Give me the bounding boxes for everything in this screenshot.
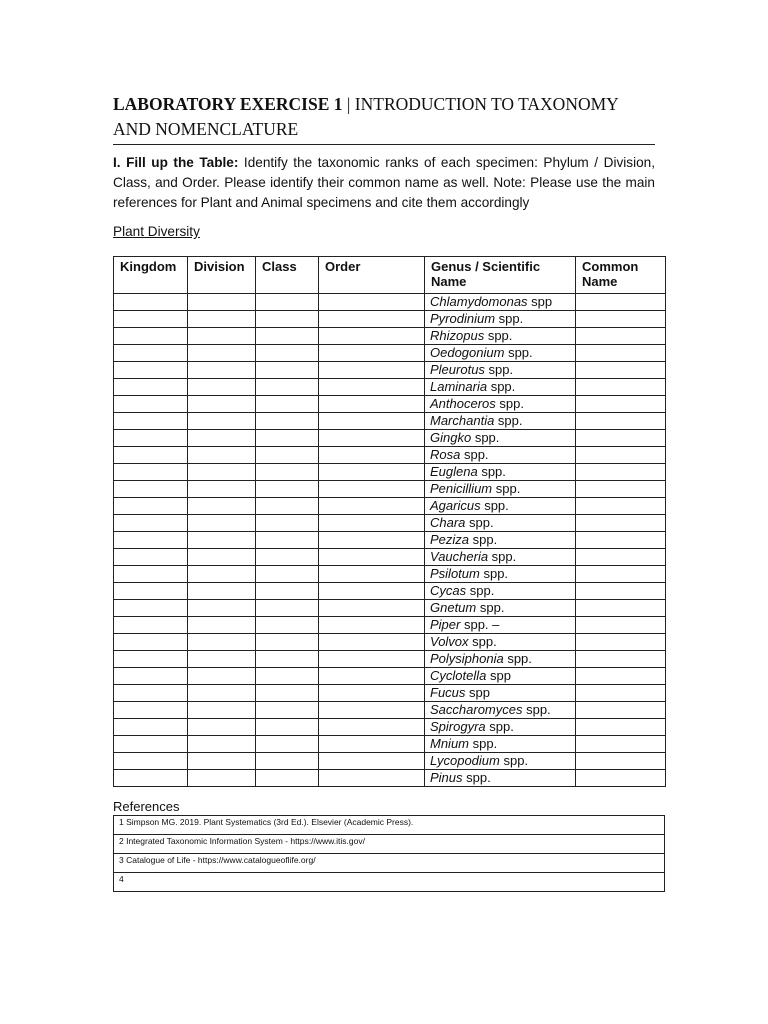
table-row (114, 311, 666, 328)
scientific-name-cell (425, 719, 576, 736)
empty-cell (319, 736, 425, 753)
species-suffix: spp. (479, 566, 509, 581)
empty-cell (256, 498, 319, 515)
empty-cell (319, 515, 425, 532)
empty-cell (188, 702, 256, 719)
reference-item: 2 Integrated Taxonomic Information System - https://www.itis.gov/ (114, 835, 665, 854)
empty-cell (319, 583, 425, 600)
reference-item: 3 Catalogue of Life - https://www.catalogueoflife.org/ (114, 854, 665, 873)
species-suffix: spp. (476, 600, 505, 615)
table-row (114, 362, 666, 379)
genus-name: Gnetum (430, 600, 477, 615)
empty-cell (256, 583, 319, 600)
table-row (114, 617, 666, 634)
empty-cell (114, 294, 188, 311)
empty-cell (256, 617, 319, 634)
empty-cell (319, 481, 425, 498)
table-row (114, 651, 666, 668)
empty-cell (319, 702, 425, 719)
reference-row (114, 835, 665, 854)
instructions-text: Identify the taxonomic ranks of each specimen: Phylum / Division, Class, and Order. Please identify their common name as well. Note: Please use the main references for Plant and Animal specimens and cite them accordingly (113, 155, 655, 210)
empty-cell (256, 702, 319, 719)
empty-cell (188, 668, 256, 685)
empty-cell (319, 379, 425, 396)
species-suffix: spp (486, 668, 511, 683)
table-row (114, 702, 666, 719)
genus-name: Mnium (430, 736, 470, 751)
species-suffix: spp. (468, 634, 497, 649)
empty-cell (319, 651, 425, 668)
genus-name: Vaucheria (430, 549, 489, 564)
column-header: Order (319, 257, 425, 294)
empty-cell (256, 396, 319, 413)
genus-name: Chlamydomonas (430, 294, 528, 309)
empty-cell (114, 566, 188, 583)
empty-cell (319, 294, 425, 311)
empty-cell (114, 430, 188, 447)
empty-cell (188, 634, 256, 651)
empty-cell (188, 651, 256, 668)
scientific-name-cell (425, 770, 576, 787)
scientific-name-cell (425, 379, 576, 396)
empty-cell (319, 668, 425, 685)
empty-cell (576, 736, 666, 753)
species-suffix: spp. (499, 753, 529, 768)
species-suffix: spp. (495, 311, 524, 326)
empty-cell (576, 379, 666, 396)
empty-cell (319, 600, 425, 617)
empty-cell (576, 345, 666, 362)
table-row (114, 345, 666, 362)
species-suffix: spp. (495, 396, 524, 411)
instructions-heading: I. Fill up the Table: (113, 155, 239, 170)
reference-row (114, 873, 665, 892)
genus-name: Volvox (430, 634, 469, 649)
references-table (113, 815, 665, 892)
species-suffix: spp. (465, 515, 494, 530)
table-row (114, 736, 666, 753)
scientific-name-cell (425, 600, 576, 617)
empty-cell (114, 770, 188, 787)
scientific-name-cell (425, 549, 576, 566)
empty-cell (319, 447, 425, 464)
table-row (114, 464, 666, 481)
empty-cell (256, 362, 319, 379)
empty-cell (114, 345, 188, 362)
empty-cell (319, 311, 425, 328)
empty-cell (114, 464, 188, 481)
table-row (114, 413, 666, 430)
empty-cell (114, 515, 188, 532)
genus-name: Piper (430, 617, 461, 632)
genus-name: Fucus (430, 685, 466, 700)
empty-cell (576, 328, 666, 345)
empty-cell (576, 719, 666, 736)
empty-cell (576, 413, 666, 430)
species-suffix: spp. (469, 736, 498, 751)
genus-name: Spirogyra (430, 719, 486, 734)
table-row (114, 668, 666, 685)
scientific-name-cell (425, 617, 576, 634)
scientific-name-cell (425, 396, 576, 413)
empty-cell (114, 702, 188, 719)
empty-cell (576, 668, 666, 685)
species-suffix: spp. (471, 430, 500, 445)
genus-name: Euglena (430, 464, 478, 479)
empty-cell (188, 753, 256, 770)
empty-cell (319, 413, 425, 430)
empty-cell (114, 719, 188, 736)
taxonomy-table (113, 256, 666, 787)
empty-cell (319, 770, 425, 787)
scientific-name-cell (425, 685, 576, 702)
empty-cell (319, 328, 425, 345)
empty-cell (114, 634, 188, 651)
empty-cell (576, 634, 666, 651)
exercise-title (113, 92, 655, 145)
column-header: Class (256, 257, 319, 294)
empty-cell (114, 413, 188, 430)
empty-cell (114, 600, 188, 617)
empty-cell (576, 770, 666, 787)
table-header-row (114, 257, 666, 294)
table-row (114, 396, 666, 413)
empty-cell (576, 515, 666, 532)
species-suffix: spp. (484, 328, 513, 343)
empty-cell (576, 430, 666, 447)
empty-cell (256, 600, 319, 617)
empty-cell (319, 464, 425, 481)
table-row (114, 532, 666, 549)
empty-cell (319, 430, 425, 447)
empty-cell (256, 328, 319, 345)
species-suffix: spp. (504, 345, 533, 360)
scientific-name-cell (425, 464, 576, 481)
table-row (114, 685, 666, 702)
empty-cell (188, 362, 256, 379)
genus-name: Agaricus (430, 498, 481, 513)
empty-cell (114, 753, 188, 770)
table-row (114, 481, 666, 498)
empty-cell (576, 617, 666, 634)
scientific-name-cell (425, 702, 576, 719)
species-suffix: spp. (466, 583, 495, 598)
empty-cell (319, 549, 425, 566)
empty-cell (188, 583, 256, 600)
empty-cell (576, 753, 666, 770)
empty-cell (256, 566, 319, 583)
empty-cell (188, 328, 256, 345)
exercise-title-rest: | INTRODUCTION TO TAXONOMY AND NOMENCLATURE (113, 94, 619, 139)
table-row (114, 770, 666, 787)
empty-cell (114, 532, 188, 549)
empty-cell (576, 362, 666, 379)
empty-cell (319, 345, 425, 362)
scientific-name-cell (425, 532, 576, 549)
empty-cell (256, 464, 319, 481)
scientific-name-cell (425, 413, 576, 430)
empty-cell (114, 362, 188, 379)
empty-cell (114, 651, 188, 668)
references-title: References (113, 799, 180, 814)
species-suffix: spp. (485, 719, 514, 734)
scientific-name-cell (425, 498, 576, 515)
scientific-name-cell (425, 481, 576, 498)
empty-cell (188, 617, 256, 634)
empty-cell (256, 430, 319, 447)
species-suffix: spp. (488, 549, 517, 564)
empty-cell (256, 651, 319, 668)
genus-name: Peziza (430, 532, 470, 547)
empty-cell (114, 583, 188, 600)
empty-cell (576, 464, 666, 481)
empty-cell (114, 549, 188, 566)
genus-name: Oedogonium (430, 345, 505, 360)
instructions (113, 153, 655, 213)
empty-cell (188, 515, 256, 532)
empty-cell (576, 294, 666, 311)
empty-cell (319, 719, 425, 736)
empty-cell (188, 498, 256, 515)
reference-item: 4 (114, 873, 665, 892)
genus-name: Saccharomyces (430, 702, 523, 717)
genus-name: Pleurotus (430, 362, 485, 377)
reference-item: 1 Simpson MG. 2019. Plant Systematics (3rd Ed.). Elsevier (Academic Press). (114, 816, 665, 835)
empty-cell (188, 447, 256, 464)
genus-name: Chara (430, 515, 466, 530)
column-header: Division (188, 257, 256, 294)
empty-cell (114, 447, 188, 464)
empty-cell (256, 549, 319, 566)
table-row (114, 753, 666, 770)
empty-cell (256, 515, 319, 532)
genus-name: Lycopodium (430, 753, 500, 768)
empty-cell (188, 566, 256, 583)
scientific-name-cell (425, 668, 576, 685)
species-suffix: spp. (480, 498, 509, 513)
genus-name: Penicillium (430, 481, 493, 496)
empty-cell (114, 328, 188, 345)
scientific-name-cell (425, 328, 576, 345)
empty-cell (576, 498, 666, 515)
species-suffix: spp (527, 294, 553, 309)
scientific-name-cell (425, 634, 576, 651)
table-row (114, 600, 666, 617)
species-suffix: spp (465, 685, 490, 700)
empty-cell (319, 362, 425, 379)
genus-name: Rhizopus (430, 328, 485, 343)
table-row (114, 447, 666, 464)
empty-cell (256, 447, 319, 464)
empty-cell (319, 634, 425, 651)
scientific-name-cell (425, 430, 576, 447)
empty-cell (114, 311, 188, 328)
empty-cell (256, 770, 319, 787)
genus-name: Cycas (430, 583, 467, 598)
table-row (114, 498, 666, 515)
empty-cell (256, 668, 319, 685)
scientific-name-cell (425, 294, 576, 311)
scientific-name-cell (425, 311, 576, 328)
empty-cell (256, 345, 319, 362)
table-row (114, 583, 666, 600)
table-row (114, 430, 666, 447)
empty-cell (114, 379, 188, 396)
table-row (114, 379, 666, 396)
empty-cell (114, 668, 188, 685)
empty-cell (188, 464, 256, 481)
genus-name: Pinus (430, 770, 463, 785)
species-suffix: spp. (522, 702, 551, 717)
empty-cell (114, 736, 188, 753)
scientific-name-cell (425, 651, 576, 668)
empty-cell (256, 685, 319, 702)
empty-cell (576, 651, 666, 668)
empty-cell (256, 311, 319, 328)
scientific-name-cell (425, 515, 576, 532)
genus-name: Gingko (430, 430, 472, 445)
species-suffix: spp. (462, 770, 491, 785)
empty-cell (256, 413, 319, 430)
empty-cell (114, 617, 188, 634)
column-header: Kingdom (114, 257, 188, 294)
empty-cell (319, 396, 425, 413)
empty-cell (188, 396, 256, 413)
table-row (114, 566, 666, 583)
empty-cell (576, 702, 666, 719)
empty-cell (188, 736, 256, 753)
empty-cell (319, 617, 425, 634)
species-suffix: spp. (469, 532, 498, 547)
genus-name: Laminaria (430, 379, 488, 394)
empty-cell (188, 770, 256, 787)
empty-cell (114, 498, 188, 515)
empty-cell (188, 379, 256, 396)
species-suffix: spp. (477, 464, 506, 479)
empty-cell (256, 719, 319, 736)
references-body (114, 816, 665, 892)
genus-name: Anthoceros (430, 396, 496, 411)
scientific-name-cell (425, 362, 576, 379)
empty-cell (576, 566, 666, 583)
empty-cell (256, 634, 319, 651)
section-title: Plant Diversity (113, 224, 200, 239)
empty-cell (188, 481, 256, 498)
empty-cell (114, 396, 188, 413)
table-row (114, 634, 666, 651)
empty-cell (188, 345, 256, 362)
scientific-name-cell (425, 583, 576, 600)
empty-cell (188, 413, 256, 430)
scientific-name-cell (425, 345, 576, 362)
empty-cell (256, 379, 319, 396)
species-suffix: spp. (460, 447, 489, 462)
empty-cell (576, 396, 666, 413)
reference-row (114, 816, 665, 835)
table-body (114, 294, 666, 787)
empty-cell (188, 719, 256, 736)
empty-cell (576, 311, 666, 328)
empty-cell (576, 583, 666, 600)
genus-name: Pyrodinium (430, 311, 496, 326)
empty-cell (576, 447, 666, 464)
genus-name: Marchantia (430, 413, 495, 428)
table-row (114, 719, 666, 736)
scientific-name-cell (425, 736, 576, 753)
genus-name: Psilotum (430, 566, 480, 581)
empty-cell (319, 685, 425, 702)
empty-cell (188, 532, 256, 549)
scientific-name-cell (425, 753, 576, 770)
table-row (114, 294, 666, 311)
species-suffix: spp. (503, 651, 532, 666)
empty-cell (114, 481, 188, 498)
empty-cell (188, 549, 256, 566)
table-row (114, 515, 666, 532)
empty-cell (114, 685, 188, 702)
reference-row (114, 854, 665, 873)
scientific-name-cell (425, 447, 576, 464)
empty-cell (319, 566, 425, 583)
table-row (114, 328, 666, 345)
scientific-name-cell (425, 566, 576, 583)
empty-cell (256, 753, 319, 770)
genus-name: Rosa (430, 447, 461, 462)
empty-cell (576, 481, 666, 498)
genus-name: Cyclotella (430, 668, 487, 683)
empty-cell (319, 753, 425, 770)
empty-cell (188, 430, 256, 447)
empty-cell (256, 736, 319, 753)
species-suffix: spp. – (460, 617, 500, 632)
empty-cell (319, 532, 425, 549)
genus-name: Polysiphonia (430, 651, 504, 666)
column-header: Common Name (576, 257, 666, 294)
empty-cell (576, 532, 666, 549)
empty-cell (188, 294, 256, 311)
empty-cell (256, 481, 319, 498)
species-suffix: spp. (487, 379, 516, 394)
species-suffix: spp. (484, 362, 514, 377)
empty-cell (576, 685, 666, 702)
empty-cell (188, 311, 256, 328)
empty-cell (188, 600, 256, 617)
column-header: Genus / Scientific Name (425, 257, 576, 294)
empty-cell (576, 600, 666, 617)
empty-cell (256, 532, 319, 549)
empty-cell (576, 549, 666, 566)
species-suffix: spp. (494, 413, 523, 428)
empty-cell (319, 498, 425, 515)
table-row (114, 549, 666, 566)
empty-cell (188, 685, 256, 702)
empty-cell (256, 294, 319, 311)
species-suffix: spp. (492, 481, 521, 496)
exercise-title-bold: LABORATORY EXERCISE 1 (113, 94, 343, 114)
